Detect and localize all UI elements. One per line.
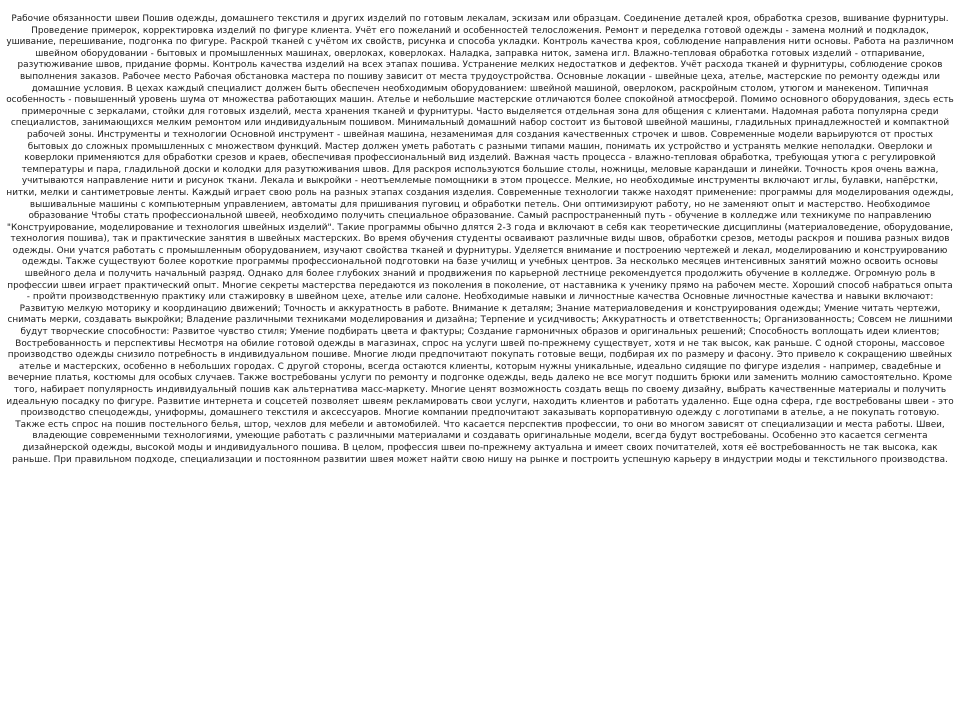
body-text: Рабочие обязанности швеи Пошив одежды, домашнего текстиля и других изделий по готовым лекалам, эскизам или образцам. Соединение деталей кроя, обработка срезов, вшивание фурнитуры. Проведение примерок, корректировка изделий по фигуре клиента. Учёт его пожеланий и особенностей телосложения. Ремонт и переделка готовой одежды - замена молний и подкладок, ушивание, перешивание, подгонка по фигуре. Раскрой тканей с учётом их свойств, рисунка и способа укладки. Контроль качества кроя, соблюдение направления нити основы. Работа на различном швейном оборудовании - бытовых и промышленных машинах, оверлоках, коверлоках. Наладка, заправка ниток, замена игл. Влажно-тепловая обработка готовых изделий - отпаривание, разутюживание швов, придание формы. Контроль качества изделий на всех этапах пошива. Устранение мелких недостатков и дефектов. Учёт расхода тканей и фурнитуры, соблюдение сроков выполнения заказов. Рабочее место Рабочая обстановка мастера по пошиву зависит от места трудоустройства. Основные локации - швейные цеха, ателье, мастерские по ремонту одежды или домашние условия. В цехах каждый специалист должен быть обеспечен необходимым оборудованием: швейной машиной, оверлоком, раскройным столом, утюгом и манекеном. Типичная особенность - повышенный уровень шума от множества работающих машин. Ателье и небольшие мастерские отличаются более спокойной атмосферой. Помимо основного оборудования, здесь есть примерочные с зеркалами, стойки для готовых изделий, места хранения тканей и фурнитуры. Часто выделяется отдельная зона для общения с клиентами. Надомная работа популярна среди специалистов, занимающихся мелким ремонтом или индивидуальным пошивом. Минимальный домашний набор состоит из бытовой швейной машины, гладильных принадлежностей и компактной рабочей зоны. Инструменты и технологии Основной инструмент - швейная машина, незаменимая для создания качественных строчек и швов. Современные модели варьируются от простых бытовых до сложных промышленных с множеством функций. Мастер должен уметь работать с разными типами машин, понимать их устройство и устранять мелкие неполадки. Оверлоки и коверлоки применяются для обработки срезов и краев, обеспечивая профессиональный вид изделий. Важная часть процесса - влажно-тепловая обработка, требующая утюга с регулировкой температуры и пара, гладильной доски и колодки для разутюживания швов. Для раскроя используются большие столы, ножницы, меловые карандаши и линейки. Точность кроя очень важна, учитываются направление нити и рисунок ткани. Лекала и выкройки - неотъемлемые помощники в этом процессе. Мелкие, но необходимые инструменты включают иглы, булавки, напёрстки, нитки, мелки и сантиметровые ленты. Каждый играет свою роль на разных этапах создания изделия. Современные технологии также находят применение: программы для моделирования одежды, вышивальные машины с компьютерным управлением, автоматы для пришивания пуговиц и обработки петель. Они оптимизируют работу, но не заменяют опыт и мастерство. Необходимое образование Чтобы стать профессиональной швеей, необходимо получить специальное образование. Самый распространенный путь - обучение в колледже или техникуме по направлению "Конструирование, моделирование и технология швейных изделий". Такие программы обычно длятся 2-3 года и включают в себя как теоретические дисциплины (материаловедение, оборудование, технология пошива), так и практические занятия в швейных мастерских. Во время обучения студенты осваивают различные виды швов, обработки срезов, методы раскроя и пошива разных видов одежды. Они учатся работать с промышленным оборудованием, изучают свойства тканей и фурнитуры. Уделяется внимание и построению чертежей и лекал, моделированию и конструированию одежды. Также существуют более короткие программы профессиональной подготовки на базе училищ и учебных центров. За несколько месяцев интенсивных занятий можно освоить основы швейного дела и получить начальный разряд. Однако для более глубоких знаний и продвижения по карьерной лестнице рекомендуется продолжить обучение в колледже. Огромную роль в профессии швеи играет практический опыт. Многие секреты мастерства передаются из поколения в поколение, от наставника к ученику прямо на рабочем месте. Хороший способ набраться опыта - пройти производственную практику или стажировку в швейном цехе, ателье или салоне. Необходимые навыки и личностные качества Основные личностные качества и навыки включают: Развитую мелкую моторику и координацию движений; Точность и аккуратность в работе. Внимание к деталям; Знание материаловедения и конструирования одежды; Умение читать чертежи, снимать мерки, создавать выкройки; Владение различными техниками моделирования и дизайна; Терпение и усидчивость; Аккуратность и ответственность; Организованность; Совсем не лишними будут творческие способности: Развитое чувство стиля; Умение подбирать цвета и фактуры; Создание гармоничных образов и оригинальных решений; Способность воплощать идеи клиентов; Востребованность и перспективы Несмотря на обилие готовой одежды в магазинах, спрос на услуги швей по-прежнему существует, хотя и не так высок, как раньше. С одной стороны, массовое производство одежды снизило потребность в индивидуальном пошиве. Многие люди предпочитают покупать готовые вещи, подбирая их по размеру и фасону. Это привело к сокращению швейных ателье и мастерских, особенно в небольших городах. С другой стороны, всегда остаются клиенты, которым нужны уникальные, идеально сидящие по фигуре изделия - например, свадебные и вечерние платья, костюмы для особых случаев. Также востребованы услуги по ремонту и подгонке одежды, ведь далеко не все могут подшить брюки или заменить молнию самостоятельно. Кроме того, набирает популярность индивидуальный пошив как альтернатива масс-маркету. Многие ценят возможность создать вещь по своему дизайну, выбрать качественные материалы и получить идеальную посадку по фигуре. Развитие интернета и соцсетей позволяет швеям рекламировать свои услуги, находить клиентов и работать удаленно. Еще одна сфера, где востребованы швеи - это производство спецодежды, униформы, домашнего текстиля и аксессуаров. Многие компании предпочитают заказывать корпоративную одежду с логотипами в ателье, а не покупать готовую. Также есть спрос на пошив постельного белья, штор, чехлов для мебели и автомобилей. Что касается перспектив профессии, то они во многом зависят от специализации и места работы. Швеи, владеющие современными технологиями, умеющие работать с различными материалами и создавать оригинальные модели, всегда будут востребованы. Особенно это касается сегмента дизайнерской одежды, высокой моды и индивидуального пошива. В целом, профессия швеи по-прежнему актуальна и имеет своих почитателей, хотя её востребованность не так высока, как раньше. При правильном подходе, специализации и постоянном развитии швея может найти свою нишу на рынке и построить успешную карьеру в индустрии моды и текстильного производства. — [6, 14, 954, 465]
